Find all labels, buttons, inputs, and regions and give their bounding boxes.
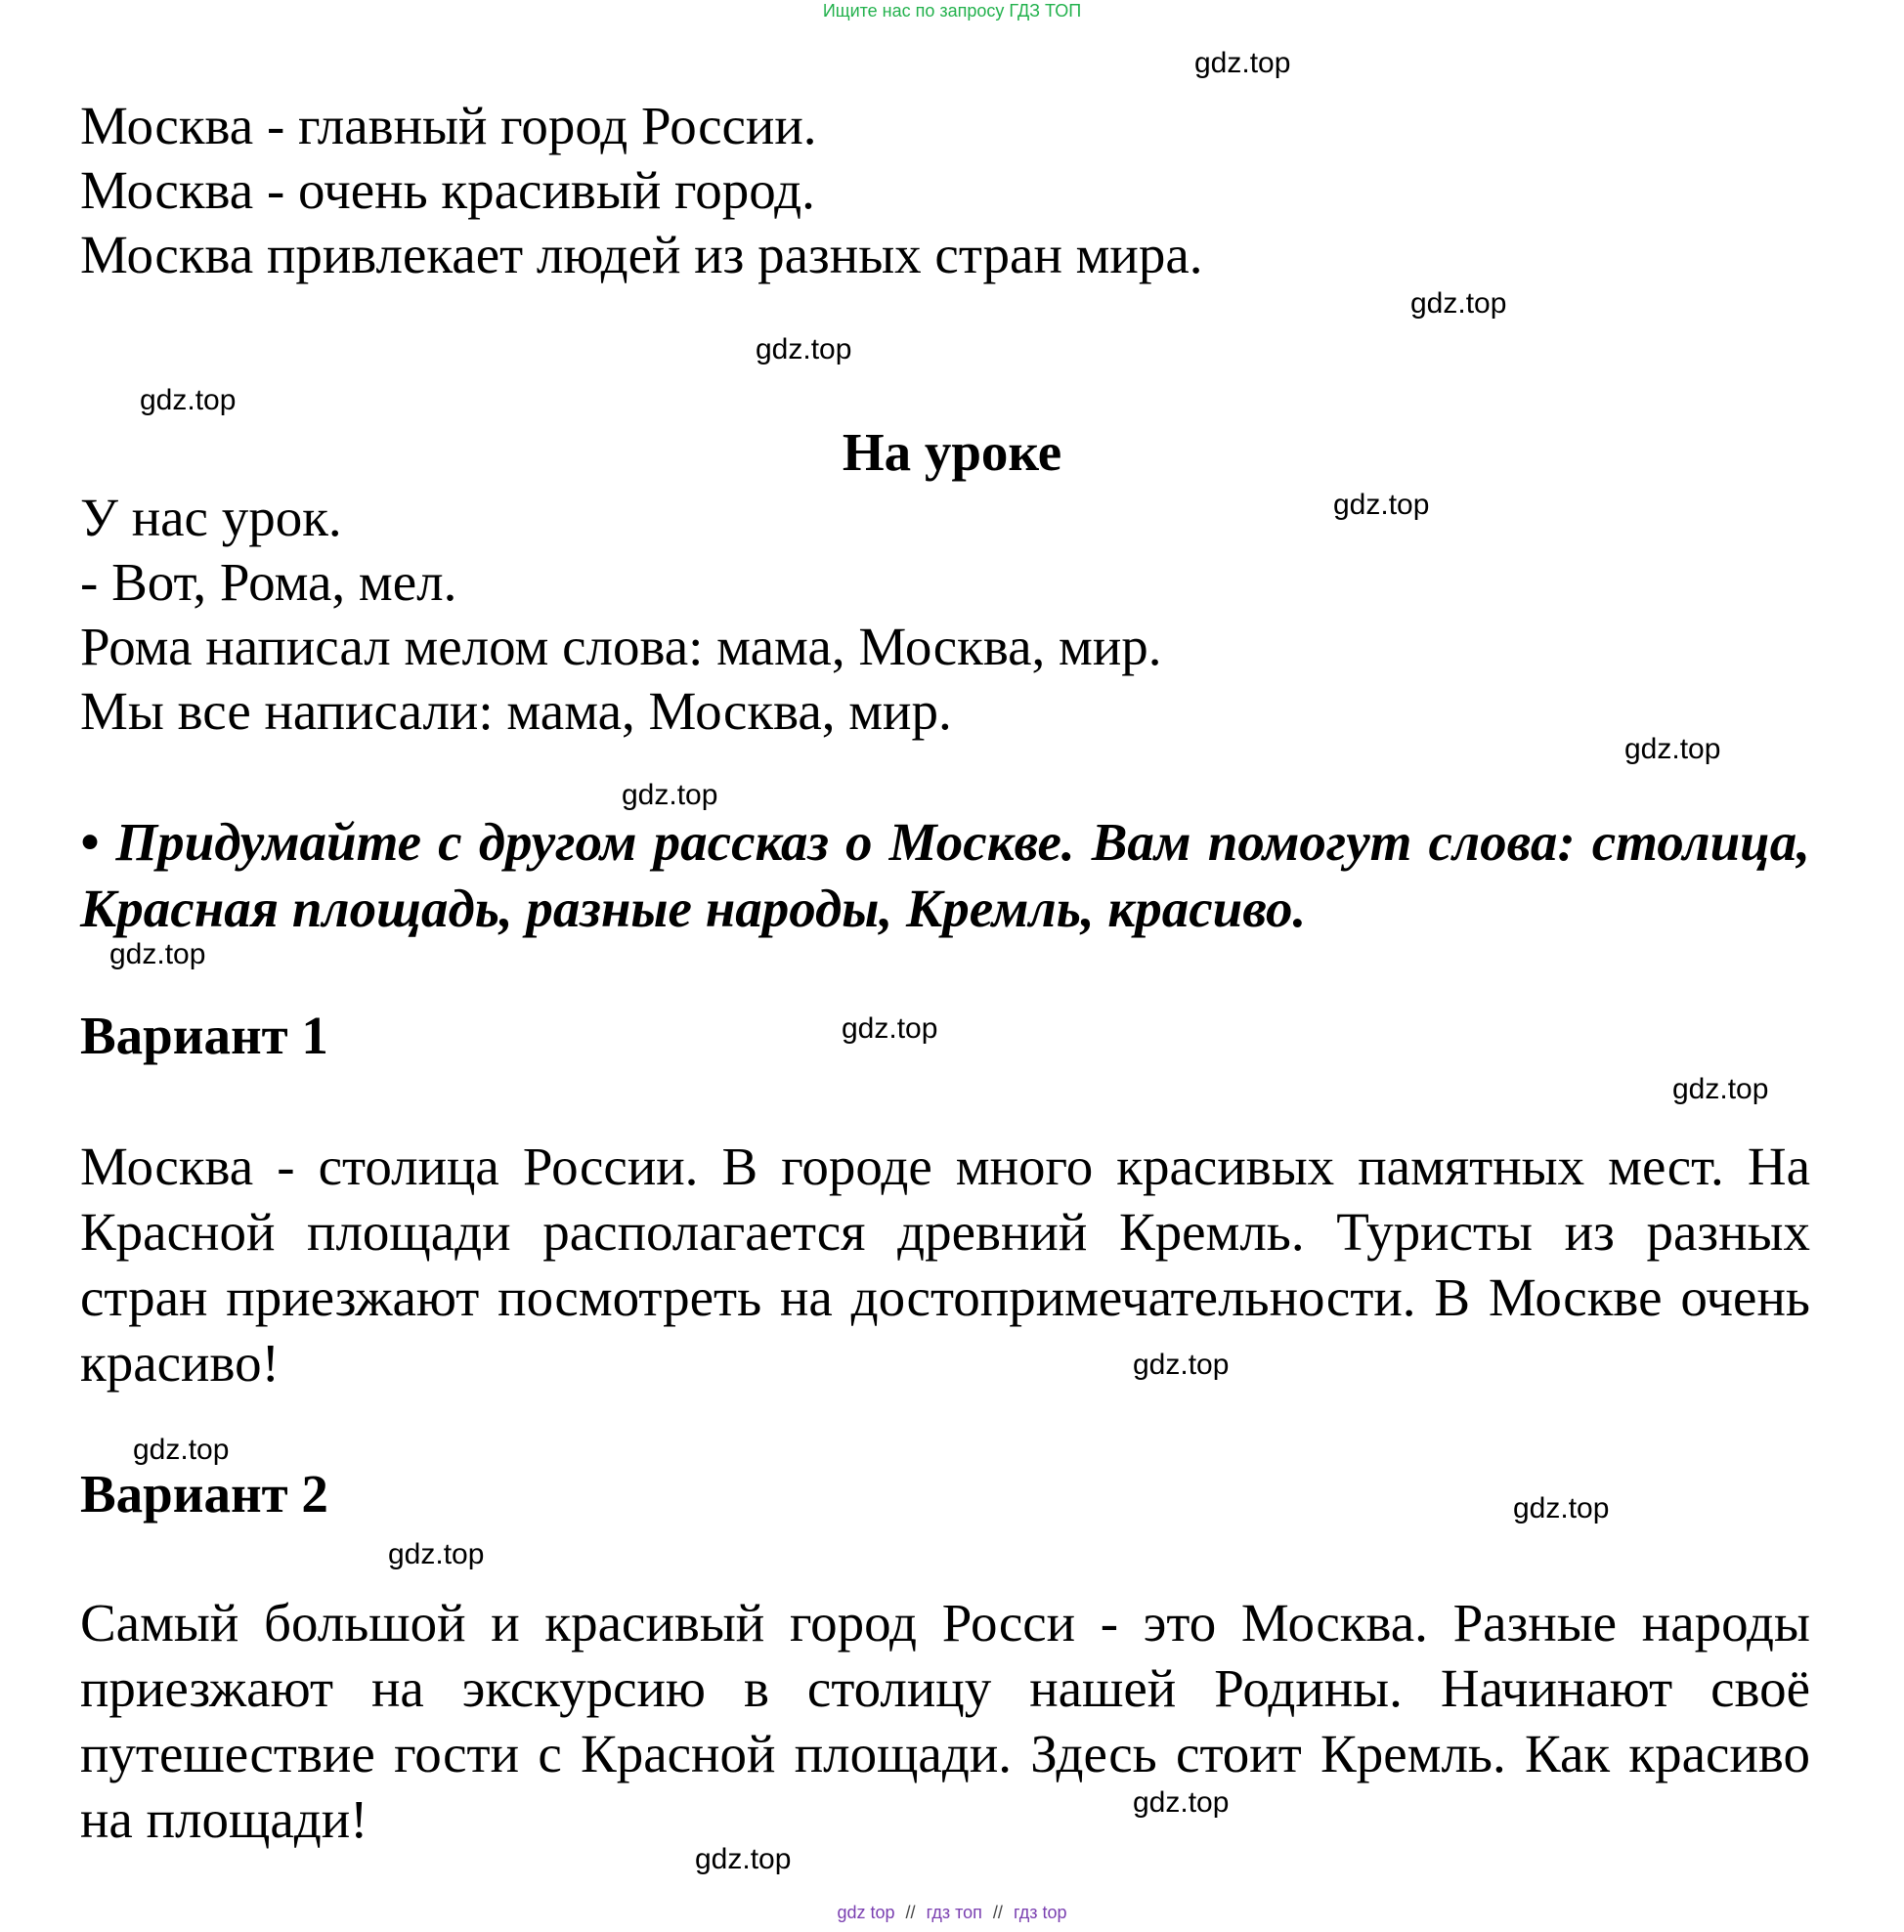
footer-link-1[interactable]: gdz top (837, 1903, 895, 1922)
intro-line-2: Москва - очень красивый город. (80, 160, 815, 220)
variant2-text: Самый большой и красивый город Росси - это Москва. Разные народы приезжают на экскурсию в столицу нашей Родины. Начинают своё путешествие гости с Красной площади. Здесь стоит Кремль. Как красиво на площади! (80, 1593, 1810, 1849)
intro-line-1: Москва - главный город России. (80, 96, 817, 155)
variant2-title: Вариант 2 (80, 1464, 328, 1524)
variant1-title: Вариант 1 (80, 1006, 328, 1065)
watermark: gdz.top (388, 1538, 485, 1570)
top-banner: Ищите нас по запросу ГДЗ ТОП (822, 1, 1082, 21)
footer-separator: // (992, 1903, 1003, 1922)
footer-link-3[interactable]: гдз top (1013, 1903, 1067, 1922)
watermark: gdz.top (140, 384, 237, 416)
watermark: gdz.top (1133, 1786, 1230, 1819)
footer-separator: // (905, 1903, 916, 1922)
watermark: gdz.top (1133, 1349, 1230, 1381)
variant1-text: Москва - столица России. В городе много красивых памятных мест. На Красной площади располагается древний Кремль. Туристы из разных стран приезжают посмотреть на достопримечательности. В Москве очень красиво! (80, 1137, 1810, 1393)
watermark: gdz.top (1194, 47, 1291, 79)
lesson-line-3: Рома написал мелом слова: мама, Москва, мир. (80, 617, 1162, 676)
lesson-line-4: Мы все написали: мама, Москва, мир. (80, 681, 952, 741)
lesson-title: На уроке (842, 422, 1062, 482)
watermark: gdz.top (133, 1434, 230, 1466)
lesson-line-2: - Вот, Рома, мел. (80, 552, 457, 612)
watermark: gdz.top (1672, 1073, 1769, 1105)
footer (0, 1902, 1904, 1923)
watermark: gdz.top (109, 938, 206, 970)
watermark: gdz.top (1513, 1492, 1610, 1524)
watermark: gdz.top (622, 779, 718, 811)
watermark: gdz.top (1410, 287, 1507, 320)
watermark: gdz.top (842, 1012, 938, 1045)
watermark: gdz.top (756, 333, 852, 365)
lesson-line-1: У нас урок. (80, 488, 342, 547)
footer-link-2[interactable]: гдз топ (926, 1903, 982, 1922)
watermark: gdz.top (1333, 489, 1430, 521)
watermark: gdz.top (695, 1843, 792, 1875)
intro-line-3: Москва привлекает людей из разных стран мира. (80, 225, 1203, 284)
task-text: • Придумайте с другом рассказ о Москве. Вам помогут слова: столица, Красная площадь, разные народы, Кремль, красиво. (80, 812, 1810, 938)
watermark: gdz.top (1624, 733, 1721, 765)
